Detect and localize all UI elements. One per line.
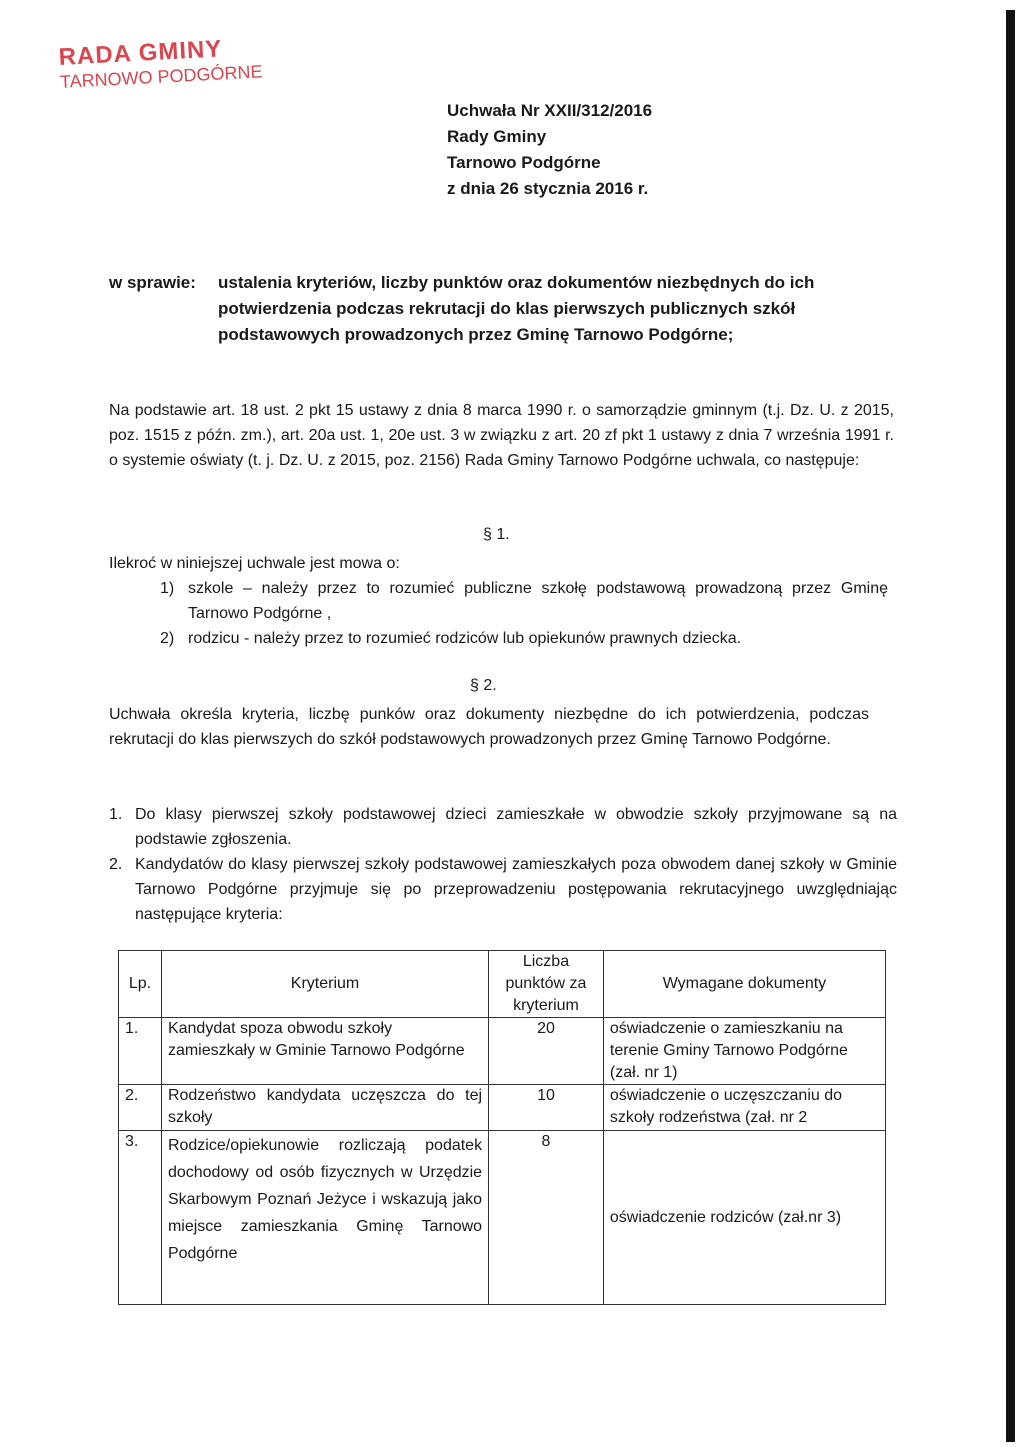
cell-kryterium: Rodzice/opiekunowie rozliczają podatek dochodowy od osób fizycznych w Urzędzie Skarbowym Poznań Jeżyce i wskazują jako miejsce zamieszkania Gminę Tarnowo Podgórne <box>161 1131 488 1305</box>
preamble: Na podstawie art. 18 ust. 2 pkt 15 ustawy z dnia 8 marca 1990 r. o samorządzie gminnym (t.j. Dz. U. z 2015, poz. 1515 z późn. zm.), art. 20a ust. 1, 20e ust. 3 w związku z art. 20 zf pkt 1 ustawy z dnia 7 września 1991 r. o systemie oświaty (t. j. Dz. U. z 2015, poz. 2156) Rada Gminy Tarnowo Podgórne uchwala, co następuje: <box>109 402 894 469</box>
resolution-body: Rady Gminy <box>447 127 547 146</box>
col-header-kryterium: Kryterium <box>161 951 488 1018</box>
cell-lp: 3. <box>119 1131 162 1305</box>
cell-dokumenty: oświadczenie rodziców (zał.nr 3) <box>603 1131 885 1305</box>
cell-kryterium: Rodzeństwo kandydata uczęszcza do tej szkoły <box>161 1085 488 1131</box>
table-row <box>119 1018 886 1085</box>
table-row <box>119 1131 886 1305</box>
rule-text: Kandydatów do klasy pierwszej szkoły podstawowej zamieszkałych poza obwodem danej szkoły w Gminie Tarnowo Podgórne przyjmuje się po przeprowadzeniu postępowania rekrutacyjnego uwzględniając następujące kryteria: <box>135 856 897 923</box>
cell-punkty: 8 <box>489 1131 604 1305</box>
resolution-header <box>447 98 652 202</box>
definition-text: szkole – należy przez to rozumieć publiczne szkołę podstawową prowadzoną przez Gminę Tarnowo Podgórne , <box>188 580 888 622</box>
table-row <box>119 1085 886 1131</box>
col-header-punkty: Liczba punktów za kryterium <box>489 951 604 1018</box>
cell-lp: 1. <box>119 1018 162 1085</box>
rule-number: 1. <box>109 806 123 823</box>
council-stamp <box>58 33 263 93</box>
definition-number: 1) <box>160 580 175 597</box>
cell-punkty: 20 <box>489 1018 604 1085</box>
stamp-line-2: TARNOWO PODGÓRNE <box>59 61 263 92</box>
rule-text: Do klasy pierwszej szkoły podstawowej dzieci zamieszkałe w obwodzie szkoły przyjmowane są na podstawie zgłoszenia. <box>135 806 897 848</box>
table-header-row <box>119 951 886 1018</box>
cell-punkty: 10 <box>489 1085 604 1131</box>
section-2-intro: Uchwała określa kryteria, liczbę punków oraz dokumenty niezbędne do ich potwierdzenia, podczas rekrutacji do klas pierwszych do szkół podstawowych prowadzonych przez Gminę Tarnowo Podgórne. <box>109 706 869 748</box>
resolution-date: z dnia 26 stycznia 2016 r. <box>447 179 649 198</box>
rule-number: 2. <box>109 856 123 873</box>
cell-dokumenty: oświadczenie o uczęszczaniu do szkoły rodzeństwa (zał. nr 2 <box>603 1085 885 1131</box>
section-1-intro: Ilekroć w niniejszej uchwale jest mowa o: <box>109 555 400 572</box>
definition-text: rodzicu - należy przez to rozumieć rodziców lub opiekunów prawnych dziecka. <box>188 630 742 647</box>
section-1-title: § 1. <box>483 526 510 543</box>
scan-edge-bar <box>1006 10 1015 1442</box>
col-header-dokumenty: Wymagane dokumenty <box>603 951 885 1018</box>
criteria-table <box>118 950 886 1305</box>
col-header-lp: Lp. <box>119 951 162 1018</box>
stamp-line-1: RADA GMINY <box>58 35 223 71</box>
scan-edge <box>1006 0 1024 1447</box>
subject-text: ustalenia kryteriów, liczby punktów oraz dokumentów niezbędnych do ich potwierdzenia podczas rekrutacji do klas pierwszych publicznych szkół podstawowych prowadzonych przez Gminę Tarnowo Podgórne; <box>218 273 815 344</box>
cell-dokumenty: oświadczenie o zamieszkaniu na terenie Gminy Tarnowo Podgórne (zał. nr 1) <box>603 1018 885 1085</box>
section-2-title: § 2. <box>470 677 497 694</box>
subject-label: w sprawie: <box>109 273 196 292</box>
resolution-number: Uchwała Nr XXII/312/2016 <box>447 101 653 120</box>
cell-kryterium: Kandydat spoza obwodu szkoły zamieszkały w Gminie Tarnowo Podgórne <box>161 1018 488 1085</box>
resolution-municipality: Tarnowo Podgórne <box>447 153 601 172</box>
definition-number: 2) <box>160 630 175 647</box>
cell-lp: 2. <box>119 1085 162 1131</box>
